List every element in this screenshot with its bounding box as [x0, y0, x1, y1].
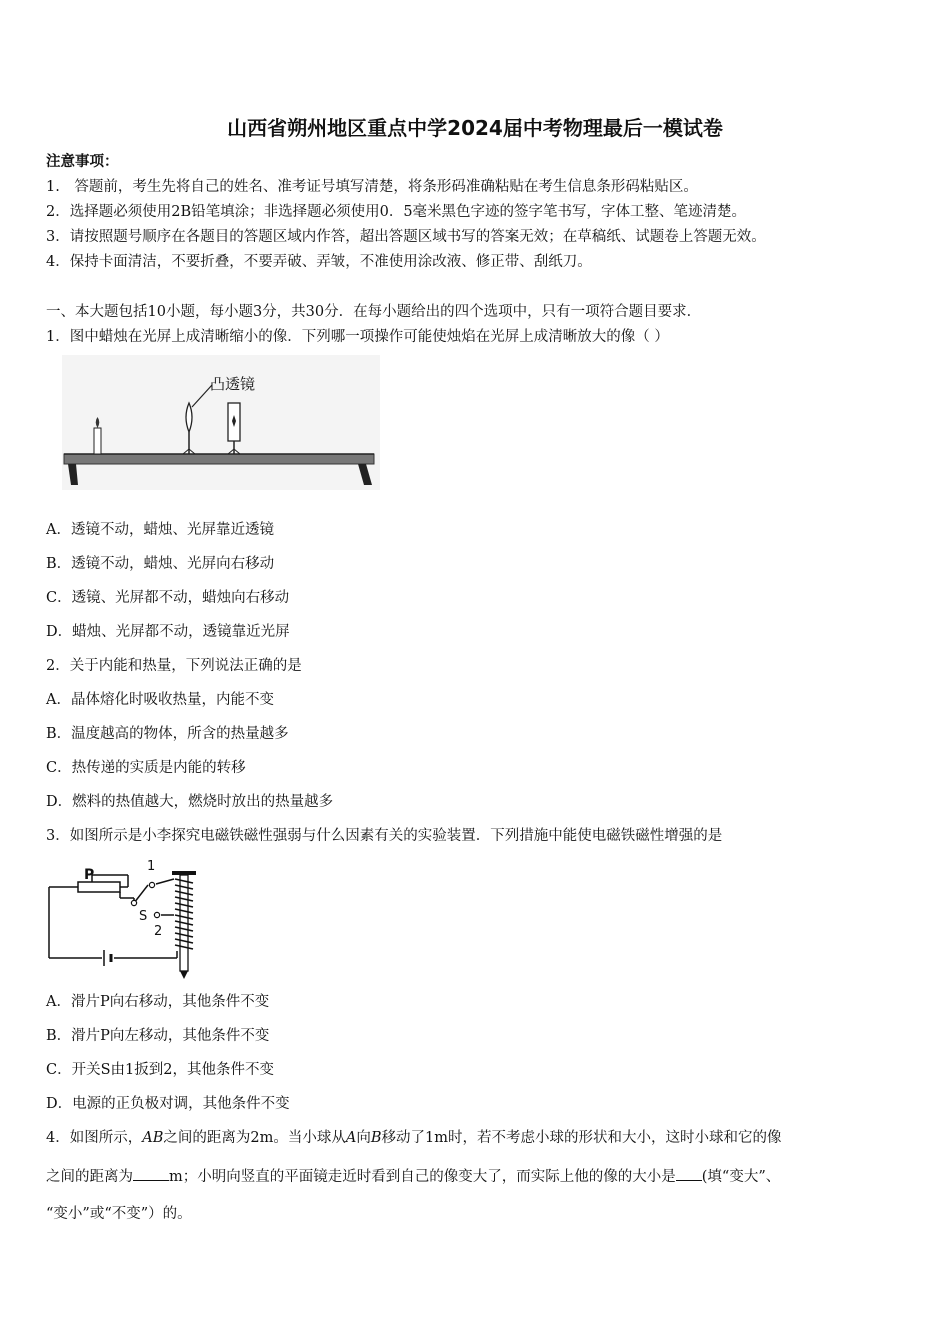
notice-item: 4．保持卡面清洁，不要折叠，不要弄破、弄皱，不准使用涂改液、修正带、刮纸刀。 [46, 254, 592, 270]
question-2-stem: 2．关于内能和热量，下列说法正确的是 [46, 658, 302, 674]
point-b: B [370, 1130, 382, 1146]
option-1c: C．透镜、光屏都不动，蜡烛向右移动 [46, 590, 290, 606]
answer-blank-2[interactable] [676, 1166, 702, 1181]
rheostat [78, 882, 120, 892]
terminal-2 [154, 912, 159, 917]
option-2d: D．燃料的热值越大，燃烧时放出的热量越多 [46, 794, 334, 810]
switch-pivot [131, 900, 136, 905]
point-a: A [345, 1130, 357, 1146]
label-1: 1 [147, 859, 156, 874]
question-3-stem: 3．如图所示是小李探究电磁铁磁性强弱与什么因素有关的实验装置．下列措施中能使电磁铁磁性增强的是 [46, 828, 723, 844]
label-p: P [84, 867, 95, 883]
question-4-line-3: “变小”或“不变”）的。 [46, 1206, 192, 1222]
option-3b: B．滑片P向左移动，其他条件不变 [46, 1028, 270, 1044]
lens-bench-figure [62, 355, 380, 490]
switch-lever [134, 885, 148, 903]
electromagnet [172, 871, 196, 979]
notice-item: 3．请按照题号顺序在各题目的答题区域内作答，超出答题区域书写的答案无效；在草稿纸、试题卷上答题无效。 [46, 229, 766, 245]
optical-bench [64, 454, 374, 464]
notice-item: 2．选择题必须使用2B铅笔填涂；非选择题必须使用0．5毫米黑色字迹的签字笔书写，字体工整、笔迹清楚。 [46, 204, 747, 220]
segment-ab: AB [142, 1130, 164, 1146]
label-2: 2 [154, 924, 163, 939]
question-1-stem: 1．图中蜡烛在光屏上成清晰缩小的像．下列哪一项操作可能使烛焰在光屏上成清晰放大的像（ ） [46, 329, 669, 345]
option-3d: D．电源的正负极对调，其他条件不变 [46, 1096, 290, 1112]
question-4-line-1: 4．如图所示，AB之间的距离为2m。当小球从A向B移动了1m时，若不考虑小球的形状和大小，这时小球和它的像 [46, 1130, 782, 1146]
option-2c: C．热传递的实质是内能的转移 [46, 760, 246, 776]
lens-label: 凸透镜 [210, 375, 256, 393]
page-title: 山西省朔州地区重点中学2024届中考物理最后一模试卷 [227, 116, 723, 140]
answer-blank-1[interactable] [133, 1166, 169, 1181]
option-2a: A．晶体熔化时吸收热量，内能不变 [46, 692, 274, 708]
option-1a: A．透镜不动，蜡烛、光屏靠近透镜 [46, 522, 274, 538]
question-4-line-2: 之间的距离为 m；小明向竖直的平面镜走近时看到自己的像变大了，而实际上他的像的大小是 (填“变大”、 [46, 1166, 780, 1187]
option-1b: B．透镜不动，蜡烛、光屏向右移动 [46, 556, 275, 572]
option-1d: D．蜡烛、光屏都不动，透镜靠近光屏 [46, 624, 290, 640]
battery [104, 950, 111, 966]
terminal-1 [149, 882, 154, 887]
electromagnet-circuit-figure [44, 855, 204, 985]
option-3c: C．开关S由1扳到2，其他条件不变 [46, 1062, 274, 1078]
option-3a: A．滑片P向右移动，其他条件不变 [46, 994, 270, 1010]
notice-item: 1. 答题前，考生先将自己的姓名、准考证号填写清楚，将条形码准确粘贴在考生信息条形码粘贴区。 [46, 179, 698, 195]
section-heading: 一、本大题包括10小题，每小题3分，共30分．在每小题给出的四个选项中，只有一项符合题目要求． [46, 304, 702, 320]
label-s: S [139, 909, 148, 924]
notice-heading: 注意事项： [46, 153, 119, 170]
option-2b: B．温度越高的物体，所含的热量越多 [46, 726, 289, 742]
